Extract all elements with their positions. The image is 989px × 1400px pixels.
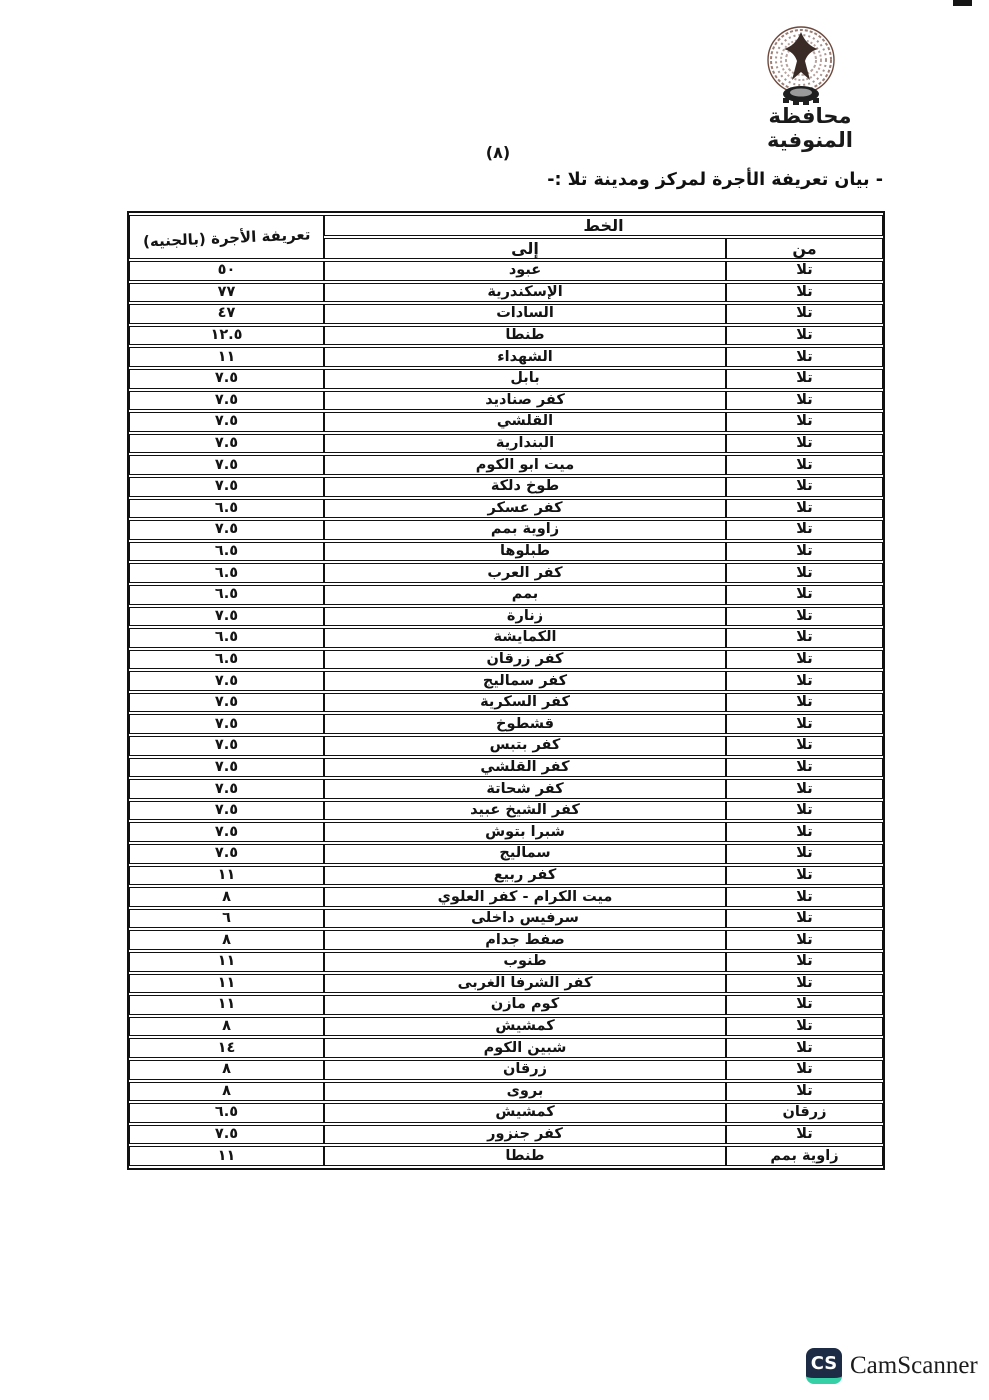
- cell-from: تلا: [726, 822, 883, 842]
- cell-fare: ٦.٥: [129, 499, 324, 519]
- cell-to: قشطوخ: [324, 714, 726, 734]
- document-title: - بيان تعريفة الأجرة لمركز ومدينة تلا :-: [547, 170, 883, 190]
- cell-from: تلا: [726, 347, 883, 367]
- cell-fare: ٨: [129, 1082, 324, 1102]
- cell-from: تلا: [726, 909, 883, 929]
- cell-from: تلا: [726, 542, 883, 562]
- cell-to: كفر العرب: [324, 563, 726, 583]
- table-row: [129, 542, 883, 562]
- column-header-fare-label: تعريفة الأجرة (بالجنيه): [142, 224, 311, 251]
- cell-from: تلا: [726, 283, 883, 303]
- cell-from: تلا: [726, 477, 883, 497]
- cell-fare: ١١: [129, 995, 324, 1015]
- cell-fare: ٦.٥: [129, 628, 324, 648]
- cell-fare: ٦.٥: [129, 542, 324, 562]
- cell-from: تلا: [726, 499, 883, 519]
- table-row: [129, 1060, 883, 1080]
- table-row: [129, 974, 883, 994]
- cell-to: الإسكندرية: [324, 283, 726, 303]
- cell-to: القلشي: [324, 412, 726, 432]
- cell-fare: ١٢.٥: [129, 326, 324, 346]
- table-row: [129, 369, 883, 389]
- table-row: [129, 1017, 883, 1037]
- cell-from: تلا: [726, 736, 883, 756]
- table-row: [129, 499, 883, 519]
- table-row: [129, 477, 883, 497]
- cell-to: كفر القلشي: [324, 758, 726, 778]
- table-row: [129, 1146, 883, 1166]
- cell-fare: ٦.٥: [129, 650, 324, 670]
- cell-fare: ٥٠: [129, 261, 324, 281]
- cell-from: تلا: [726, 261, 883, 281]
- cell-fare: ٦.٥: [129, 585, 324, 605]
- table-row: [129, 887, 883, 907]
- cell-fare: ٧.٥: [129, 1125, 324, 1145]
- table-row: [129, 714, 883, 734]
- cell-fare: ٨: [129, 1017, 324, 1037]
- cell-from: تلا: [726, 930, 883, 950]
- table-row: [129, 844, 883, 864]
- cell-to: بمم: [324, 585, 726, 605]
- scan-artifact-mark: [953, 0, 972, 6]
- table-row: [129, 607, 883, 627]
- cell-from: تلا: [726, 758, 883, 778]
- cell-from: تلا: [726, 326, 883, 346]
- cell-from: تلا: [726, 628, 883, 648]
- cell-to: كفر جنزور: [324, 1125, 726, 1145]
- cell-fare: ٧.٥: [129, 607, 324, 627]
- cell-to: كفر صناديد: [324, 391, 726, 411]
- cell-from: تلا: [726, 801, 883, 821]
- table-row: [129, 822, 883, 842]
- cell-to: شبين الكوم: [324, 1038, 726, 1058]
- cell-fare: ٤٧: [129, 304, 324, 324]
- cell-from: تلا: [726, 1038, 883, 1058]
- cell-to: كفر ربيع: [324, 866, 726, 886]
- table-row: [129, 801, 883, 821]
- cell-to: البندارية: [324, 434, 726, 454]
- table-row: [129, 1038, 883, 1058]
- cell-fare: ٧.٥: [129, 822, 324, 842]
- cell-from: تلا: [726, 866, 883, 886]
- cell-to: بابل: [324, 369, 726, 389]
- cell-to: سماليج: [324, 844, 726, 864]
- cell-fare: ١١: [129, 952, 324, 972]
- camscanner-label: CamScanner: [850, 1352, 978, 1379]
- cell-to: طوخ دلكة: [324, 477, 726, 497]
- table-row: [129, 952, 883, 972]
- cell-from: زرقان: [726, 1103, 883, 1123]
- cell-to: الشهداء: [324, 347, 726, 367]
- cell-to: عبود: [324, 261, 726, 281]
- column-header-route: الخط: [324, 215, 883, 236]
- cell-to: كفر شحاتة: [324, 779, 726, 799]
- cell-from: تلا: [726, 650, 883, 670]
- table-row: [129, 412, 883, 432]
- cell-to: زنارة: [324, 607, 726, 627]
- cell-fare: ٧.٥: [129, 391, 324, 411]
- cell-from: تلا: [726, 391, 883, 411]
- table-row: [129, 1125, 883, 1145]
- cell-to: ميت ابو الكوم: [324, 455, 726, 475]
- governorate-name: محافظة المنوفية: [767, 104, 853, 152]
- cell-from: تلا: [726, 714, 883, 734]
- cell-to: كفر زرقان: [324, 650, 726, 670]
- cell-fare: ١١: [129, 1146, 324, 1166]
- cell-from: تلا: [726, 693, 883, 713]
- table-row: [129, 283, 883, 303]
- cell-to: السادات: [324, 304, 726, 324]
- cell-to: كمشيش: [324, 1103, 726, 1123]
- table-row: [129, 326, 883, 346]
- cell-fare: ٧.٥: [129, 714, 324, 734]
- cell-from: تلا: [726, 671, 883, 691]
- cell-to: طنطا: [324, 1146, 726, 1166]
- table-row: [129, 866, 883, 886]
- table-row: [129, 261, 883, 281]
- cell-from: تلا: [726, 779, 883, 799]
- table-row: [129, 930, 883, 950]
- cell-fare: ٧.٥: [129, 758, 324, 778]
- table-row: [129, 736, 883, 756]
- cell-from: تلا: [726, 995, 883, 1015]
- cell-to: كفر سماليج: [324, 671, 726, 691]
- table-row: [129, 520, 883, 540]
- cell-fare: ١١: [129, 974, 324, 994]
- cell-to: سرفيس داخلى: [324, 909, 726, 929]
- cell-from: تلا: [726, 952, 883, 972]
- table-row: [129, 909, 883, 929]
- cell-to: كفر بتبس: [324, 736, 726, 756]
- cell-to: طبلوها: [324, 542, 726, 562]
- table-row: [129, 650, 883, 670]
- cell-fare: ١١: [129, 866, 324, 886]
- table-row: [129, 995, 883, 1015]
- cell-fare: ٧.٥: [129, 455, 324, 475]
- cell-from: تلا: [726, 369, 883, 389]
- cell-fare: ٧.٥: [129, 736, 324, 756]
- cell-from: تلا: [726, 585, 883, 605]
- cell-from: تلا: [726, 304, 883, 324]
- table-row: [129, 671, 883, 691]
- cell-fare: ٧.٥: [129, 671, 324, 691]
- cell-to: كفر عسكر: [324, 499, 726, 519]
- cell-from: تلا: [726, 1017, 883, 1037]
- eagle-seal-icon: [758, 20, 844, 108]
- cell-fare: ٧.٥: [129, 369, 324, 389]
- cell-fare: ٨: [129, 1060, 324, 1080]
- table-row: [129, 585, 883, 605]
- cell-to: الكمايشة: [324, 628, 726, 648]
- governorate-emblem-logo: [758, 20, 844, 108]
- cell-to: بروى: [324, 1082, 726, 1102]
- cell-fare: ١٤: [129, 1038, 324, 1058]
- cell-to: شبرا بتوش: [324, 822, 726, 842]
- cell-from: تلا: [726, 1125, 883, 1145]
- cell-fare: ٧.٥: [129, 801, 324, 821]
- cell-from: تلا: [726, 1082, 883, 1102]
- cell-from: تلا: [726, 887, 883, 907]
- table-row: [129, 434, 883, 454]
- table-row: [129, 391, 883, 411]
- cell-to: كوم مازن: [324, 995, 726, 1015]
- table-row: [129, 693, 883, 713]
- cell-fare: ٨: [129, 887, 324, 907]
- cell-fare: ١١: [129, 347, 324, 367]
- camscanner-logo-icon: [806, 1348, 842, 1384]
- column-header-to: إلى: [324, 238, 726, 259]
- cell-to: زرقان: [324, 1060, 726, 1080]
- cell-to: كفر الشرفا الغربى: [324, 974, 726, 994]
- table-row: [129, 563, 883, 583]
- camscanner-badge-text: CS: [810, 1352, 838, 1374]
- cell-fare: ٧.٥: [129, 477, 324, 497]
- cell-fare: ٧.٥: [129, 434, 324, 454]
- cell-fare: ٧.٥: [129, 693, 324, 713]
- cell-to: كفر الشيخ عبيد: [324, 801, 726, 821]
- table-row: [129, 628, 883, 648]
- cell-from: تلا: [726, 563, 883, 583]
- cell-fare: ٨: [129, 930, 324, 950]
- table-header-row-route: [129, 215, 883, 236]
- table-row: [129, 1103, 883, 1123]
- cell-to: كفر السكرية: [324, 693, 726, 713]
- cell-to: كمشيش: [324, 1017, 726, 1037]
- cell-fare: ٧٧: [129, 283, 324, 303]
- cell-to: طنطا: [324, 326, 726, 346]
- cell-fare: ٧.٥: [129, 779, 324, 799]
- cell-fare: ٦.٥: [129, 563, 324, 583]
- fare-table: [127, 211, 885, 1170]
- table-row: [129, 758, 883, 778]
- cell-from: تلا: [726, 520, 883, 540]
- cell-fare: ٦.٥: [129, 1103, 324, 1123]
- cell-from: تلا: [726, 1060, 883, 1080]
- cell-from: تلا: [726, 974, 883, 994]
- page-number: (٨): [485, 143, 511, 162]
- cell-fare: ٧.٥: [129, 844, 324, 864]
- table-row: [129, 347, 883, 367]
- cell-to: ميت الكرام - كفر العلوي: [324, 887, 726, 907]
- camscanner-watermark: [806, 1348, 978, 1384]
- table-row: [129, 304, 883, 324]
- cell-from: تلا: [726, 844, 883, 864]
- cell-to: طنوب: [324, 952, 726, 972]
- cell-to: صفط جدام: [324, 930, 726, 950]
- cell-from: تلا: [726, 412, 883, 432]
- table-row: [129, 779, 883, 799]
- cell-from: زاوية بمم: [726, 1146, 883, 1166]
- cell-fare: ٦: [129, 909, 324, 929]
- cell-from: تلا: [726, 607, 883, 627]
- cell-from: تلا: [726, 455, 883, 475]
- cell-fare: ٧.٥: [129, 412, 324, 432]
- column-header-from: من: [726, 238, 883, 259]
- table-row: [129, 455, 883, 475]
- fare-table-body: [129, 261, 883, 1166]
- column-header-fare: [129, 215, 324, 259]
- cell-to: زاوية بمم: [324, 520, 726, 540]
- cell-from: تلا: [726, 434, 883, 454]
- table-row: [129, 1082, 883, 1102]
- cell-fare: ٧.٥: [129, 520, 324, 540]
